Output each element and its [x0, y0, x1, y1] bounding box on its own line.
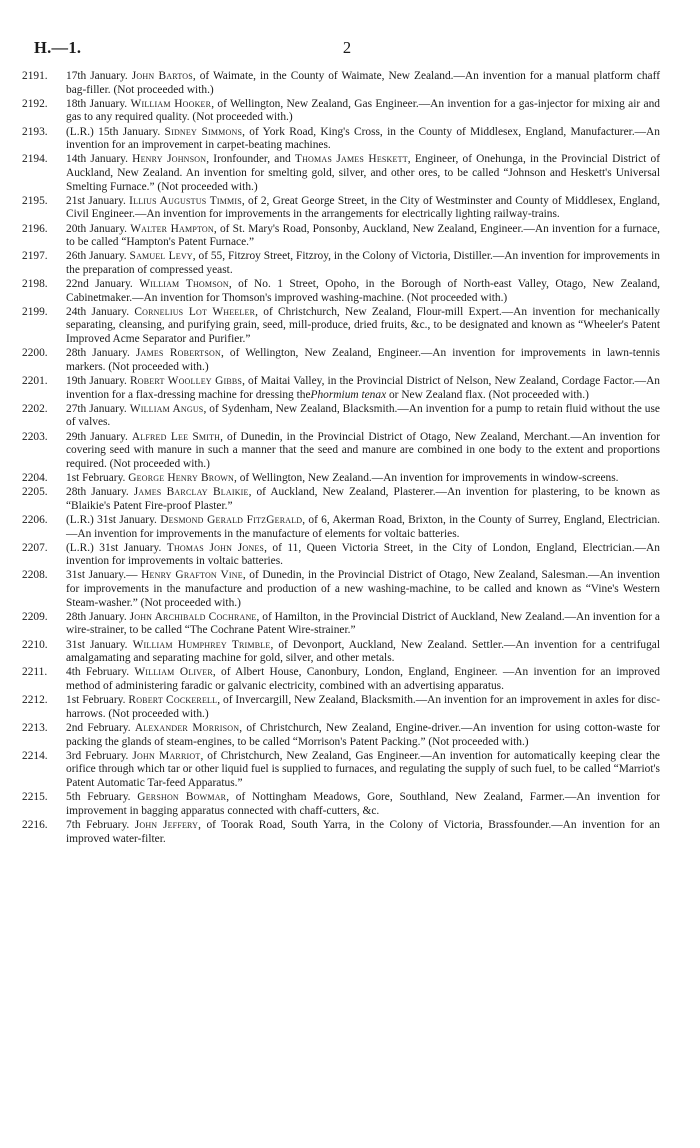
entry-text-continued: , Engineer, of Onehunga, in the Provincial District of Auckland, New Zealand. An invention for smelting gold, silver, and other ores, to be called “Johnson and Heskett's Universal Smelting Furnace.” (Not proceeded with.)	[66, 153, 660, 193]
entry-number: 2199.	[22, 305, 48, 318]
applicant-name: John Jeffery	[134, 818, 199, 831]
entry-text: , of 11, Queen Victoria Street, in the City of London, England, Electrician.—An invention for improvements in voltaic batteries.	[66, 541, 660, 568]
entry-date: 22nd January.	[66, 278, 133, 291]
entry-number: 2214.	[22, 749, 48, 762]
entry-text: , of Wellington, New Zealand, Engineer.—An invention for improvements in lawn-tennis markers. (Not proceeded with.)	[66, 347, 660, 373]
patent-entry	[22, 402, 660, 430]
applicant-name: William Hooker	[130, 97, 212, 110]
entry-date: 27th January.	[66, 402, 127, 415]
applicant-name: Walter Hampton	[130, 222, 214, 235]
patent-entry	[22, 610, 660, 638]
entry-text: , of Christchurch, New Zealand, Gas Engineer.—An invention for automatically keeping clear the orifice through which tar or other liquid fuel is supplied to furnaces, and regulating the supply of such fuel, to be called “Marriot's Patent Automatic Tar-feed Apparatus.”	[66, 749, 660, 789]
entry-text: , Ironfounder, and	[206, 153, 291, 166]
entry-number: 2209.	[22, 610, 48, 623]
patent-entry	[22, 513, 660, 541]
patent-entry	[22, 749, 660, 791]
entry-date: 21st January.	[66, 194, 126, 207]
entry-text: , of 55, Fitzroy Street, Fitzroy, in the Colony of Victoria, Distiller.—An invention for improvements in the preparation of compressed yeast.	[66, 250, 660, 276]
applicant-name: Sidney Simmons	[164, 125, 243, 138]
patent-entry	[22, 666, 660, 693]
entry-number: 2207.	[22, 541, 48, 554]
applicant-name: Samuel Levy	[129, 250, 193, 263]
entry-date: 28th January.	[66, 347, 130, 360]
entry-number: 2211.	[22, 666, 48, 679]
entry-date: (L.R.) 31st January.	[66, 513, 157, 526]
entry-number: 2192.	[22, 97, 48, 110]
patent-entry	[22, 97, 660, 125]
entry-text: , of Nottingham Meadows, Gore, Southland, New Zealand, Farmer.—An invention for improvement in bagging apparatus connected with chaff-cutters, &c.	[66, 791, 660, 817]
applicant-name: James Barclay Blaikie	[133, 486, 249, 499]
entry-number: 2198.	[22, 278, 48, 291]
patent-entry	[22, 791, 660, 818]
patent-entry	[22, 638, 660, 666]
entry-number: 2191.	[22, 70, 48, 82]
entry-date: 3rd February.	[66, 749, 129, 762]
patent-entry	[22, 541, 660, 569]
entry-text: , of York Road, King's Cross, in the County of Middlesex, England, Manufacturer.—An invention for an improvement in carpet-beating machines.	[66, 125, 660, 152]
document-code: H.—1.	[34, 38, 82, 57]
entry-date: 28th January.	[66, 610, 127, 623]
patent-entries-list	[22, 70, 660, 846]
entry-text: , of Sydenham, New Zealand, Blacksmith.—An invention for a pump to retain fluid without the use of valves.	[66, 402, 660, 429]
applicant-name: Illius Augustus Timmis	[129, 194, 242, 207]
entry-date: (L.R.) 31st January.	[66, 541, 162, 554]
entry-number: 2204.	[22, 471, 48, 484]
entry-date: 4th February.	[66, 666, 130, 679]
entry-text: , of Christchurch, New Zealand, Flour-mill Expert.—An invention for mechanically separating, cleansing, and purifying grain, seed, mill-produce, dried fruits, &c., to be designated and known as “Wheeler's Patent Improved Acme Separator and Purifier.”	[66, 305, 660, 346]
entry-date: 26th January.	[66, 250, 127, 263]
applicant-name: John Marriot	[132, 749, 201, 762]
entry-date: 20th January.	[66, 222, 127, 235]
second-applicant-name: Thomas James Heskett	[294, 153, 408, 166]
entry-date: 31st January.—	[66, 569, 138, 582]
entry-date: 17th January.	[66, 70, 128, 82]
entry-text: , of Wellington, New Zealand.—An invention for improvements in window-screens.	[234, 471, 619, 484]
patent-entry	[22, 305, 660, 347]
entry-text: , of Dunedin, in the Provincial District of Otago, New Zealand, Salesman.—An invention for improvements in the manufacture and production of a new washing-machine, to be called and known as “Vine's Western Steam-washer.” (Not proceeded with.)	[66, 569, 660, 609]
applicant-name: John Bartos	[131, 70, 193, 82]
applicant-name: William Oliver	[134, 666, 213, 679]
entry-text: , of Hamilton, in the Provincial District of Auckland, New Zealand.—An invention for a wire-strainer, to be called “The Cochrane Patent Wire-strainer.”	[66, 610, 660, 637]
entry-date: 31st January.	[66, 638, 128, 651]
patent-entry	[22, 222, 660, 250]
entry-number: 2208.	[22, 569, 48, 582]
entry-text-continued: or New Zealand flax. (Not proceeded with.)	[388, 388, 589, 401]
entry-text: , of Toorak Road, South Yarra, in the Colony of Victoria, Brassfounder.—An invention for an improved water-filter.	[66, 818, 660, 845]
patent-entry	[22, 721, 660, 749]
applicant-name: Gershon Bowmar	[137, 791, 227, 804]
entry-text: , of Maitai Valley, in the Provincial District of Nelson, New Zealand, Cordage Factor.—An invention for a flax-dressing machine for dressing the	[66, 375, 660, 401]
entry-text: , of Christchurch, New Zealand, Engine-driver.—An invention for using cotton-waste for packing the glands of steam-engines, to be called “Morrison's Patent Packing.” (Not proceeded with.)	[66, 721, 660, 748]
entry-number: 2196.	[22, 222, 48, 235]
entry-date: 1st February.	[66, 471, 126, 484]
entry-date: 5th February.	[66, 791, 131, 804]
entry-date: 18th January.	[66, 97, 128, 110]
page-header	[34, 38, 660, 66]
patent-entry	[22, 430, 660, 472]
applicant-name: Robert Cockerell	[128, 694, 218, 707]
applicant-name: Thomas John Jones	[166, 541, 265, 554]
applicant-name: Cornelius Lot Wheeler	[134, 305, 256, 318]
applicant-name: William Angus	[129, 402, 204, 415]
patent-entry	[22, 486, 660, 513]
entry-number: 2193.	[22, 125, 48, 138]
patent-entry	[22, 250, 660, 277]
entry-text: , of Dunedin, in the Provincial District of Otago, New Zealand, Merchant.—An invention for covering seed with manure in such a manner that the seed and manure are combined in one body to the extent and proportions required. (Not proceeded with.)	[66, 430, 660, 470]
entry-text: , of Albert House, Canonbury, London, England, Engineer. —An invention for an improved method of administering faradic or galvanic electricity, combined with an advertising apparatus.	[66, 666, 660, 692]
applicant-name: John Archibald Cochrane	[129, 610, 257, 623]
entry-date: 7th February.	[66, 818, 130, 831]
entry-text: , of Auckland, New Zealand, Plasterer.—An invention for plastering, to be known as “Blaikie's Patent Fire-proof Plaster.”	[66, 486, 660, 512]
entry-date: 2nd February.	[66, 721, 131, 734]
patent-entry	[22, 471, 660, 486]
entry-text: , of St. Mary's Road, Ponsonby, Auckland, New Zealand, Engineer.—An invention for a furnace, to be called “Hampton's Patent Furnace.”	[66, 222, 660, 249]
entry-number: 2195.	[22, 194, 48, 207]
applicant-name: Alfred Lee Smith	[131, 430, 221, 443]
patent-entry	[22, 818, 660, 846]
patent-entry	[22, 569, 660, 610]
entry-number: 2212.	[22, 694, 48, 707]
patent-entry	[22, 347, 660, 374]
applicant-name: James Robertson	[135, 347, 221, 360]
applicant-name: Alexander Morrison	[134, 721, 240, 734]
entry-number: 2206.	[22, 513, 48, 526]
page-number: 2	[342, 38, 352, 57]
entry-number: 2213.	[22, 721, 48, 734]
entry-date: 19th January.	[66, 375, 127, 387]
entry-number: 2215.	[22, 791, 48, 804]
patent-entry	[22, 70, 660, 97]
applicant-name: George Henry Brown	[128, 471, 235, 484]
entry-number: 2197.	[22, 250, 48, 263]
entry-date: 28th January.	[66, 486, 129, 499]
patent-entry	[22, 153, 660, 194]
entry-date: 14th January.	[66, 153, 128, 166]
entry-text: , of Devonport, Auckland, New Zealand. Settler.—An invention for a centrifugal amalgamating and separating machine for gold, silver, and other metals.	[66, 638, 660, 665]
entry-text: , of 2, Great George Street, in the City of Westminster and County of Middlesex, England, Civil Engineer.—An invention for improvements in the arrangements for electrically lighting railway-trains.	[66, 194, 660, 221]
applicant-name: Desmond Gerald FitzGerald	[160, 513, 303, 526]
applicant-name: Henry Johnson	[132, 153, 207, 166]
entry-number: 2194.	[22, 153, 48, 166]
entry-number: 2200.	[22, 347, 48, 360]
entry-number: 2202.	[22, 402, 48, 415]
applicant-name: William Thomson	[139, 278, 229, 291]
patent-entry	[22, 694, 660, 721]
entry-text: , of Invercargill, New Zealand, Blacksmith.—An invention for an improvement in axles for disc-harrows. (Not proceeded with.)	[66, 694, 660, 720]
entry-date: 29th January.	[66, 430, 128, 443]
entry-text: , of Wellington, New Zealand, Gas Engineer.—An invention for a gas-injector for mixing air and gas to any required quality. (Not proceeded with.)	[66, 97, 660, 124]
patent-entry	[22, 194, 660, 222]
entry-date: 24th January.	[66, 305, 130, 318]
entry-text: , of 6, Akerman Road, Brixton, in the County of Surrey, England, Electrician.—An invention for improvements in the manufacture of elements for voltaic batteries.	[66, 513, 660, 540]
entry-number: 2205.	[22, 486, 48, 499]
patent-entry	[22, 125, 660, 153]
patent-entry	[22, 278, 660, 305]
applicant-name: William Humphrey Trimble	[132, 638, 271, 651]
patent-entry	[22, 375, 660, 402]
entry-date: (L.R.) 15th January.	[66, 125, 161, 138]
entry-text: , of No. 1 Street, Opoho, in the Borough of North-east Valley, Otago, New Zealand, Cabinetmaker.—An invention for Thomson's improved washing-machine. (Not proceeded with.)	[66, 278, 660, 304]
entry-number: 2210.	[22, 638, 48, 651]
entry-number: 2201.	[22, 375, 48, 387]
entry-text: , of Waimate, in the County of Waimate, New Zealand.—An invention for a manual platform chaff bag-filler. (Not proceeded with.)	[66, 70, 660, 96]
applicant-name: Robert Woolley Gibbs	[130, 375, 243, 387]
entry-number: 2203.	[22, 430, 48, 443]
entry-number: 2216.	[22, 818, 48, 831]
italic-text: Phormium tenax	[310, 388, 387, 401]
applicant-name: Henry Grafton Vine	[141, 569, 243, 582]
entry-date: 1st February.	[66, 694, 126, 707]
